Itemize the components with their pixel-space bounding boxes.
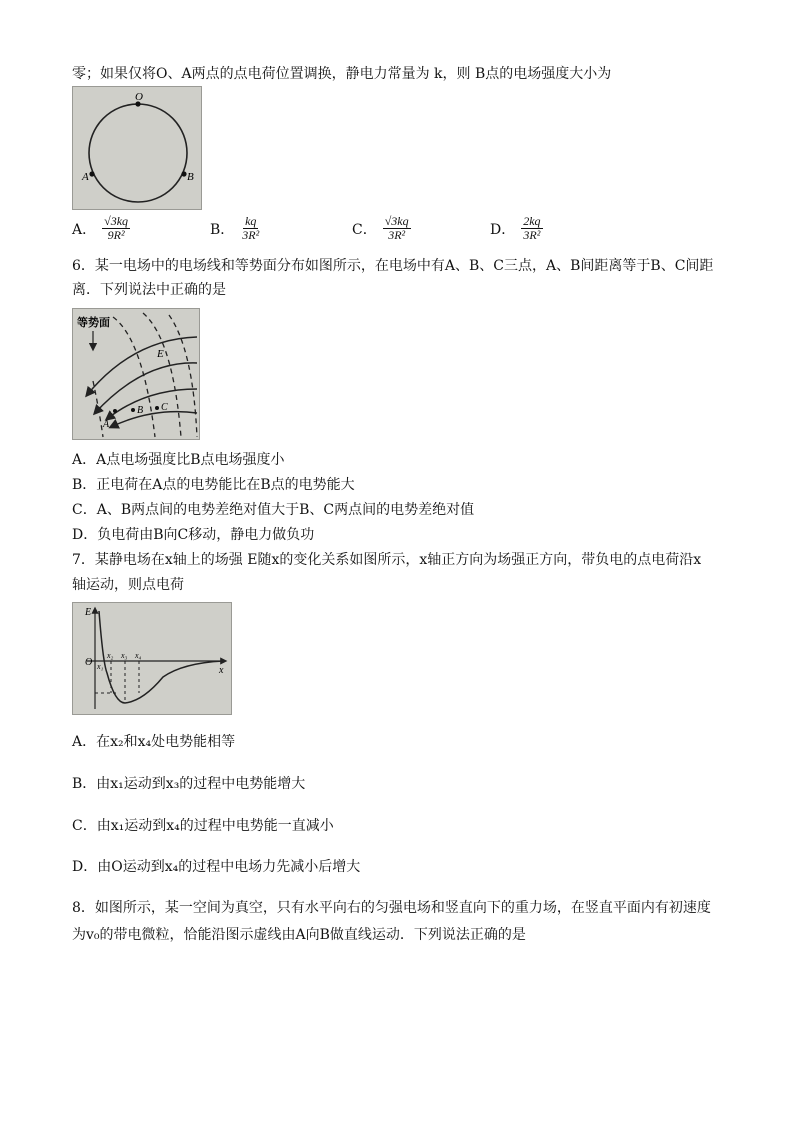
fraction: $\frac{kq}{\text{3R²}}$: [242, 214, 260, 242]
fraction: $\frac{√3kq}{\text{9R²}}$: [104, 214, 129, 242]
q6-option-d[interactable]: D．负电荷由B向C移动，静电力做负功: [72, 527, 315, 543]
label-e: E: [85, 607, 92, 618]
q6-stem-line1: 6．某一电场中的电场线和等势面分布如图所示，在电场中有A、B、C三点，A、B间距离等于B、C间距: [72, 258, 714, 274]
equipotential-line-1: [113, 317, 155, 437]
point-b: [181, 171, 186, 176]
q6-option-a[interactable]: A．A点电场强度比B点电场强度小: [72, 452, 285, 468]
equipotential-line-3: [169, 315, 197, 437]
q7-option-c[interactable]: C．由x₁运动到x₄的过程中电势能一直减小: [72, 818, 334, 834]
e-curve: [99, 611, 223, 703]
q8-stem-line2: 为v₀的带电微粒，恰能沿图示虚线由A向B做直线运动．下列说法正确的是: [72, 927, 526, 943]
q7-stem-line2: 轴运动，则点电荷: [72, 577, 184, 593]
label-x4: x₄: [135, 651, 142, 660]
point-a: [89, 171, 94, 176]
q5-option-c[interactable]: [352, 215, 411, 242]
label-b: B: [137, 405, 144, 416]
q5-text: 零；如果仅将O、A两点的点电荷位置调换，静电力常量为 k，则 B点的电场强度大小为: [72, 66, 612, 82]
q5-option-a[interactable]: [72, 215, 130, 242]
label-x3: x₃: [121, 651, 128, 660]
label-c: C: [161, 402, 168, 413]
label-e: E: [157, 348, 164, 360]
q8-stem-line1: 8．如图所示，某一空间为真空，只有水平向右的匀强电场和竖直向下的重力场，在竖直平面内有初速度: [72, 900, 711, 916]
q6-stem-line2: 离．下列说法中正确的是: [72, 282, 226, 298]
q7-option-d[interactable]: D．由O运动到x₄的过程中电场力先减小后增大: [72, 859, 361, 875]
equipotential-label: 等势面: [77, 317, 110, 329]
q6-figure: [72, 308, 200, 440]
label-x1: x₁: [97, 662, 104, 671]
q6-option-c[interactable]: C．A、B两点间的电势差绝对值大于B、C两点间的电势差绝对值: [72, 502, 475, 518]
label-a: A: [82, 171, 89, 183]
label-x: x: [219, 665, 224, 676]
q7-option-b[interactable]: B．由x₁运动到x₃的过程中电势能增大: [72, 776, 306, 792]
label-o: O: [85, 657, 93, 668]
option-letter: D．: [490, 221, 516, 238]
label-a: A: [103, 419, 110, 430]
option-letter: C．: [352, 221, 377, 238]
q5-figure: [72, 86, 202, 210]
label-x2: x₂: [107, 651, 114, 660]
q7-stem-line1: 7．某静电场在x轴上的场强 E随x的变化关系如图所示，x轴正方向为场强正方向，带负电的点电荷沿x: [72, 552, 702, 568]
point-c: [155, 406, 159, 410]
q5-option-b[interactable]: [210, 215, 261, 242]
equipotential-line-2: [143, 313, 181, 437]
fraction: $\frac{2kq}{\text{3R²}}$: [523, 214, 541, 242]
q7-option-a[interactable]: A．在x₂和x₄处电势能相等: [72, 734, 236, 750]
q7-figure: [72, 602, 232, 715]
option-letter: B．: [210, 221, 235, 238]
label-o: O: [135, 91, 143, 103]
fraction: $\frac{√3kq}{\text{3R²}}$: [384, 214, 409, 242]
q6-option-b[interactable]: B．正电荷在A点的电势能比在B点的电势能大: [72, 477, 355, 493]
circle-path: [89, 104, 187, 202]
field-line-1: [87, 337, 197, 395]
option-letter: A．: [72, 221, 97, 238]
point-a: [113, 409, 117, 413]
q5-option-d[interactable]: [490, 215, 543, 242]
point-b: [131, 408, 135, 412]
label-b: B: [187, 171, 194, 183]
